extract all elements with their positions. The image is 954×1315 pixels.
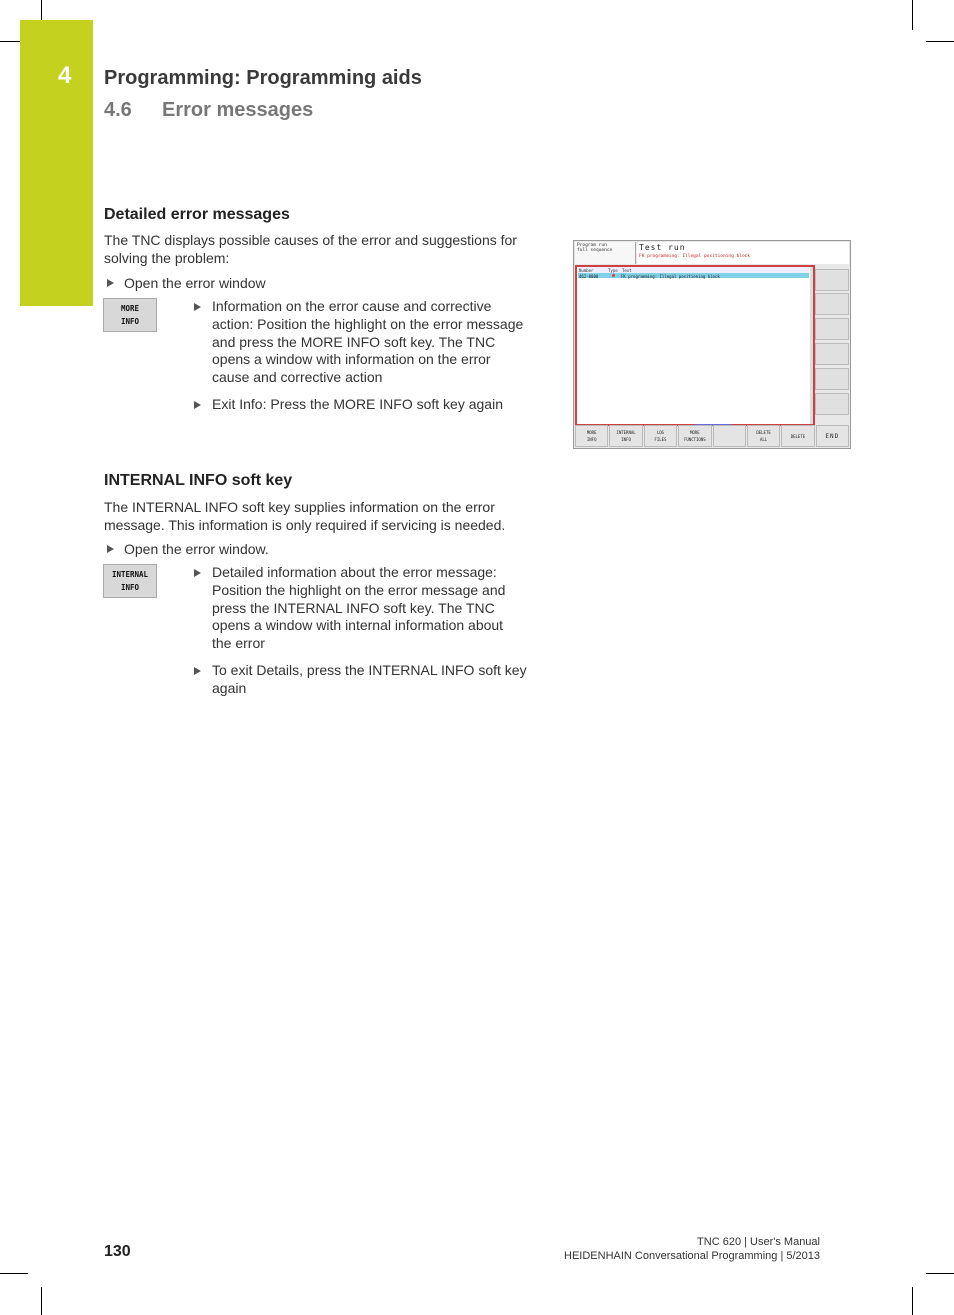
screen-header (637, 242, 849, 264)
screen-error-line: FK programming: Illegal positioning block (639, 254, 751, 259)
softkey-end[interactable]: END (816, 425, 849, 447)
vertical-softkey-bar (815, 265, 849, 426)
internal-intro: The INTERNAL INFO soft key supplies information on the error message. This information is only required if servicing is needed. (104, 499, 506, 533)
internal-step-exit: To exit Details, press the INTERNAL INFO soft key again (212, 662, 527, 696)
detailed-step-info: Information on the error cause and corrective action: Position the highlight on the error message and press the MORE INFO soft key. The TNC opens a window with information on the error cause and corrective action (212, 298, 524, 386)
side-softkey[interactable] (815, 269, 849, 291)
chapter-number: 4 (58, 62, 72, 89)
page-number: 130 (104, 1243, 131, 1260)
crop-mark (41, 1287, 42, 1315)
bullet-arrow-icon (194, 569, 201, 577)
internal-heading: INTERNAL INFO soft key (104, 472, 293, 489)
detailed-intro: The TNC displays possible causes of the error and suggestions for solving the problem: (104, 232, 517, 266)
screen-title: Test run (639, 243, 686, 252)
section-number: 4.6 (104, 99, 132, 121)
bullet-arrow-icon (194, 303, 201, 311)
chapter-title: Programming: Programming aids (104, 67, 422, 89)
detailed-heading: Detailed error messages (104, 206, 290, 223)
softkey-delete-all[interactable]: DELETE ALL (747, 425, 780, 447)
detailed-step-exit: Exit Info: Press the MORE INFO soft key again (212, 396, 503, 412)
footer-publisher: HEIDENHAIN Conversational Programming | 5/2013 (564, 1250, 820, 1262)
error-scrollbar[interactable] (810, 267, 813, 424)
side-softkey[interactable] (815, 368, 849, 390)
side-softkey[interactable] (815, 318, 849, 340)
bullet-arrow-icon (194, 401, 201, 409)
detailed-step-open: Open the error window (124, 275, 266, 291)
crop-mark (0, 41, 20, 42)
softkey-internal-info[interactable]: INTERNAL INFO (609, 425, 642, 447)
crop-mark (912, 0, 913, 30)
softkey-log-files[interactable]: LOG FILES (644, 425, 677, 447)
chapter-tab (20, 20, 93, 306)
error-table-header: Number Type Text (578, 267, 809, 273)
side-softkey[interactable] (815, 393, 849, 415)
softkey-disabled (713, 425, 746, 447)
error-window (575, 265, 815, 426)
crop-mark (41, 0, 42, 20)
section-title: Error messages (162, 99, 314, 121)
more-info-softkey: MORE INFO (103, 298, 157, 332)
internal-step-info: Detailed information about the error message: Position the highlight on the error message and press the INTERNAL INFO soft key. The TNC opens a window with internal information about the error (212, 564, 506, 652)
softkey-row (575, 425, 849, 447)
error-dot-icon (612, 274, 615, 277)
tnc-screenshot (573, 240, 851, 449)
internal-info-softkey: INTERNAL INFO (103, 564, 157, 598)
crop-mark (912, 1287, 913, 1315)
error-row[interactable]: 462-0000 FK programming: Illegal positioning block (578, 273, 809, 278)
bullet-arrow-icon (107, 279, 114, 287)
crop-mark (926, 1273, 954, 1274)
bullet-arrow-icon (194, 667, 201, 675)
softkey-more-functions[interactable]: MORE FUNCTIONS (678, 425, 711, 447)
side-softkey[interactable] (815, 293, 849, 315)
softkey-delete[interactable]: DELETE (781, 425, 814, 447)
side-softkey[interactable] (815, 343, 849, 365)
crop-mark (0, 1273, 28, 1274)
bullet-arrow-icon (107, 545, 114, 553)
internal-step-open: Open the error window. (124, 541, 269, 557)
footer-manual: TNC 620 | User's Manual (697, 1236, 820, 1248)
screen-mode-label: Program run full sequence (575, 242, 636, 264)
crop-mark (926, 41, 954, 42)
softkey-more-info[interactable]: MORE INFO (575, 425, 608, 447)
